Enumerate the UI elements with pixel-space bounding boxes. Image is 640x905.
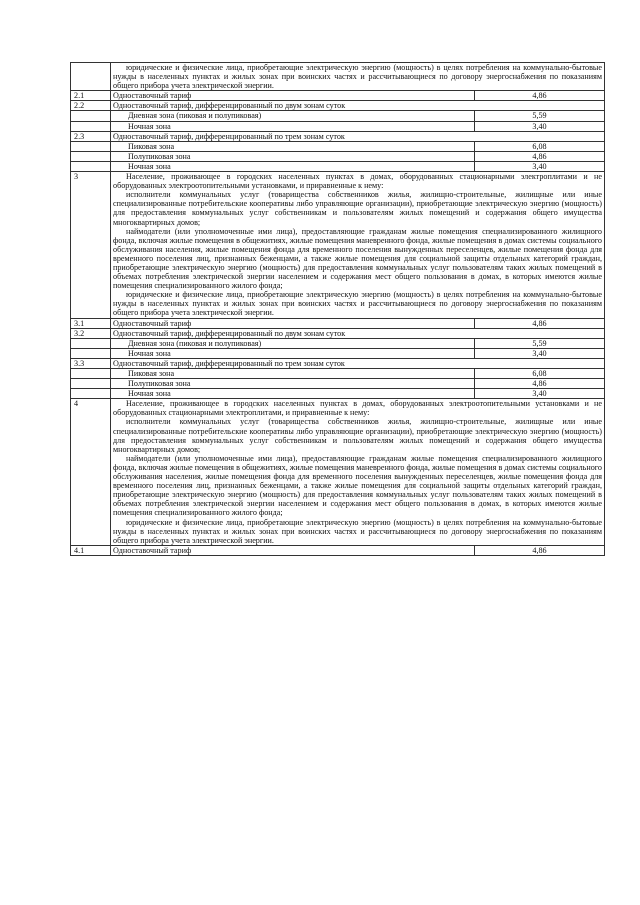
description-paragraph: юридические и физические лица, приобретающие электрическую энергию (мощность) в целях потребления на коммунально-бытовые нужды в населенных пунктах и жилых зонах при воинских частях и рассчитывающиеся по договору энергоснабжения по показаниям общего прибора учета электрической энергии. [113,63,602,91]
tariff-value: 6,08 [475,141,605,151]
table-row [71,101,605,111]
row-number: 3.3 [71,358,111,368]
tariff-label: Полупиковая зона [111,151,475,161]
tariff-label: Одноставочный тариф [111,318,475,328]
table-row [71,369,605,379]
row-number [71,369,111,379]
description-paragraph: юридические и физические лица, приобретающие электрическую энергию (мощность) в целях потребления на коммунально-бытовые нужды в населенных пунктах и жилых зонах при воинских частях и рассчитывающиеся по договору энергоснабжения по показаниям общего прибора учета электрической энергии. [113,517,602,545]
row-number [71,161,111,171]
row-number: 4 [71,399,111,546]
table-row [71,545,605,555]
table-row [71,172,605,319]
description-paragraph: юридические и физические лица, приобретающие электрическую энергию (мощность) в целях потребления на коммунально-бытовые нужды в населенных пунктах и жилых зонах при воинских частях и рассчитывающиеся по договору энергоснабжения по показаниям общего прибора учета электрической энергии. [113,290,602,318]
description-cell [111,172,605,319]
table-row [71,338,605,348]
description-paragraph: Население, проживающее в городских населенных пунктах в домах, оборудованных стационарными электроплитами и не оборудованных электроотопительными установками, и приравненные к нему: [113,172,602,191]
description-paragraph: наймодатели (или уполномоченные ими лица), предоставляющие гражданам жилые помещения специализированного жилищного фонда, включая жилые помещения в общежитиях, жилые помещения маневренного фонда, жилые помещения в домах системы социального обслуживания населения, жилые помещения фонда для временного поселения вынужденных переселенцев, жилые помещения фонда для временного поселения лиц, признанных беженцами, а также жилые помещения для социальной защиты отдельных категорий граждан, приобретающие электрическую энергию (мощность) для предоставления коммунальных услуг пользователям таких жилых помещений в объемах потребления электрической энергии населением и содержания мест общего пользования в домах, в которых имеются жилые помещения специализированного жилого фонда; [113,226,602,291]
tariff-label: Ночная зона [111,348,475,358]
tariff-label: Ночная зона [111,161,475,171]
tariff-label: Полупиковая зона [111,379,475,389]
description-cell [111,63,605,91]
table-row [71,91,605,101]
tariff-value: 4,86 [475,318,605,328]
tariff-group-label: Одноставочный тариф, дифференцированный по двум зонам суток [111,328,605,338]
row-number [71,121,111,131]
tariff-label: Одноставочный тариф [111,545,475,555]
row-number [71,141,111,151]
tariff-label: Одноставочный тариф [111,91,475,101]
description-paragraph: исполнители коммунальных услуг (товарищества собственников жилья, жилищно-строительные, жилищные или иные специализированные потребительские кооперативы либо управляющие организации), приобретающие электрическую энергию (мощность) для предоставления коммунальных услуг собственникам и пользователям жилых помещений и содержания общего имущества многоквартирных домов; [113,190,602,227]
tariff-value: 5,59 [475,111,605,121]
table-row [71,348,605,358]
tariff-value: 5,59 [475,338,605,348]
table-row [71,328,605,338]
row-number [71,389,111,399]
document-page [70,62,605,556]
tariff-label: Дневная зона (пиковая и полупиковая) [111,338,475,348]
table-row [71,121,605,131]
row-number [71,151,111,161]
tariff-value: 4,86 [475,379,605,389]
table-row [71,161,605,171]
tariff-label: Ночная зона [111,121,475,131]
description-paragraph: исполнители коммунальных услуг (товарищества собственников жилья, жилищно-строительные, жилищные или иные специализированные потребительские кооперативы либо управляющие организации), приобретающие электрическую энергию (мощность) для предоставления коммунальных услуг собственникам и пользователям жилых помещений и содержания общего имущества многоквартирных домов; [113,417,602,454]
row-number: 3 [71,172,111,319]
row-number [71,338,111,348]
row-number [71,379,111,389]
table-row [71,379,605,389]
tariff-group-label: Одноставочный тариф, дифференцированный по трем зонам суток [111,131,605,141]
tariff-value: 4,86 [475,91,605,101]
tariff-value: 3,40 [475,348,605,358]
tariff-value: 4,86 [475,151,605,161]
tariff-group-label: Одноставочный тариф, дифференцированный по трем зонам суток [111,358,605,368]
row-number [71,63,111,91]
tariff-value: 3,40 [475,161,605,171]
row-number [71,111,111,121]
row-number: 3.2 [71,328,111,338]
table-row [71,111,605,121]
row-number [71,348,111,358]
tariff-label: Ночная зона [111,389,475,399]
tariff-value: 4,86 [475,545,605,555]
table-row [71,131,605,141]
table-row [71,389,605,399]
table-row [71,63,605,91]
row-number: 2.3 [71,131,111,141]
row-number: 3.1 [71,318,111,328]
description-paragraph: наймодатели (или уполномоченные ими лица), предоставляющие гражданам жилые помещения специализированного жилищного фонда, включая жилые помещения в общежитиях, жилые помещения маневренного фонда, жилые помещения в домах системы социального обслуживания населения, жилые помещения фонда для временного поселения вынужденных переселенцев, жилые помещения фонда для временного поселения лиц, признанных беженцами, а также жилые помещения для социальной защиты отдельных категорий граждан, приобретающие электрическую энергию (мощность) для предоставления коммунальных услуг пользователям таких жилых помещений в объемах потребления электрической энергии населением и содержания мест общего пользования в домах, в которых имеются жилые помещения специализированного жилого фонда; [113,453,602,518]
tariff-value: 6,08 [475,369,605,379]
table-row [71,141,605,151]
row-number: 2.1 [71,91,111,101]
tariff-value: 3,40 [475,389,605,399]
tariff-label: Дневная зона (пиковая и полупиковая) [111,111,475,121]
tariff-label: Пиковая зона [111,141,475,151]
description-cell [111,399,605,546]
tariff-value: 3,40 [475,121,605,131]
tariff-group-label: Одноставочный тариф, дифференцированный по двум зонам суток [111,101,605,111]
tariff-label: Пиковая зона [111,369,475,379]
description-paragraph: Население, проживающее в городских населенных пунктах в домах, оборудованных электроотопительными установками и не оборудованных стационарными электроплитами, и приравненные к нему: [113,399,602,418]
table-row [71,399,605,546]
table-row [71,318,605,328]
tariff-table [70,62,605,556]
table-row [71,358,605,368]
row-number: 4.1 [71,545,111,555]
row-number: 2.2 [71,101,111,111]
table-row [71,151,605,161]
